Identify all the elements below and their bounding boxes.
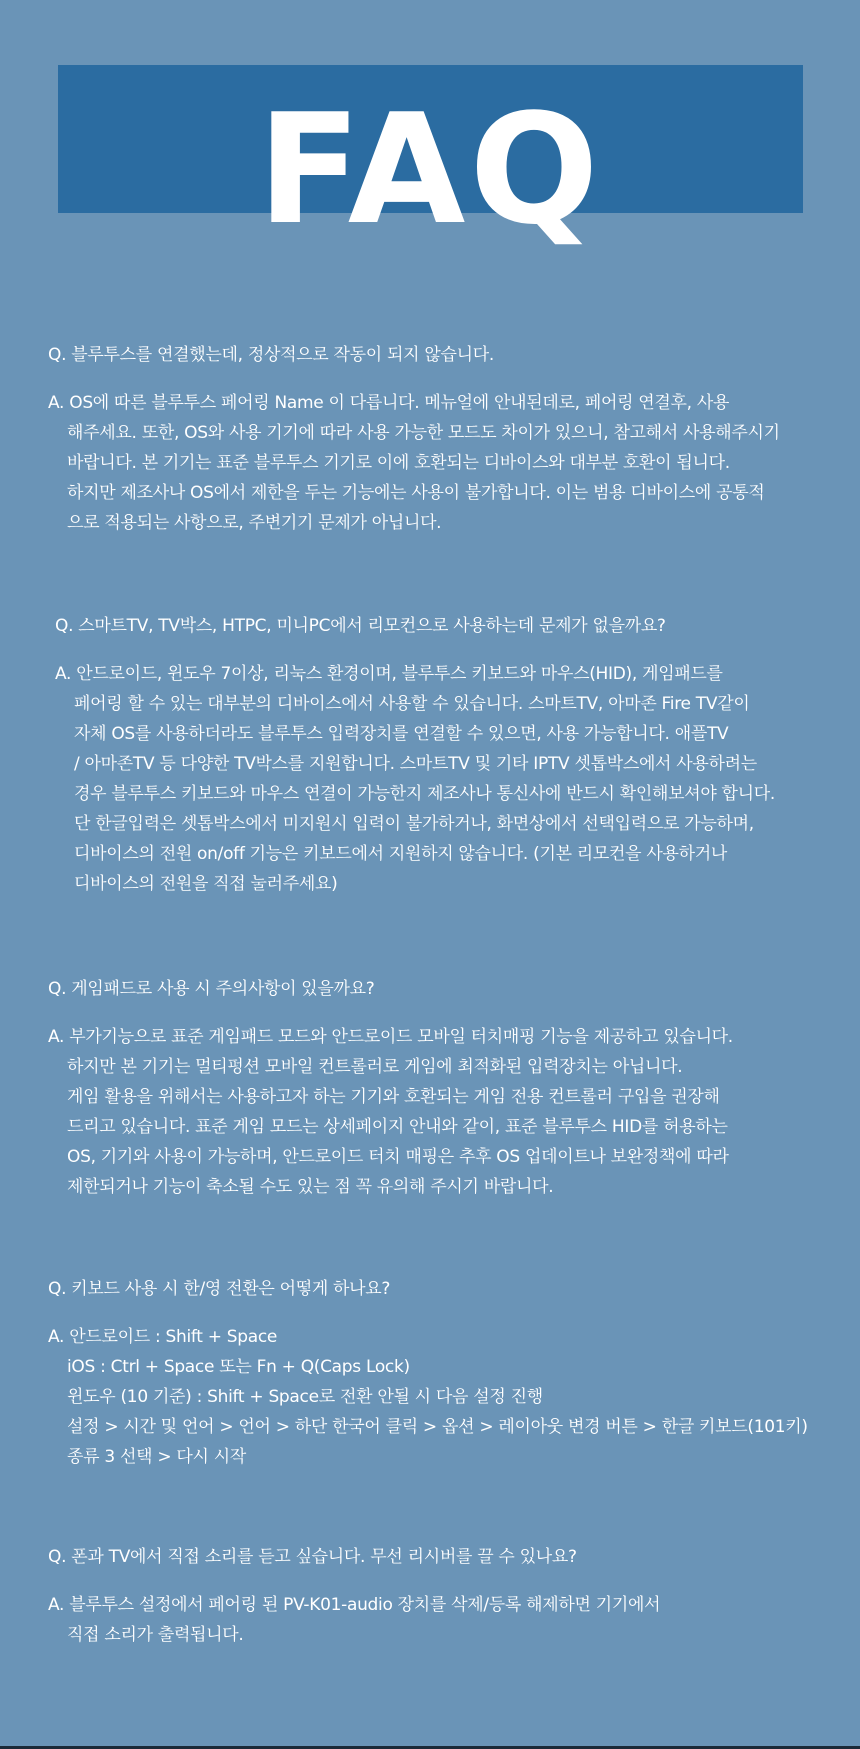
answer-line: 디바이스의 전원 on/off 기능은 키보드에서 지원하지 않습니다. (기본 리모컨을 사용하거나 — [74, 844, 727, 864]
answer-line: 디바이스의 전원을 직접 눌러주세요) — [74, 874, 338, 894]
faq-question: Q. 게임패드로 사용 시 주의사항이 있을까요? — [48, 979, 375, 999]
faq-question: Q. 폰과 TV에서 직접 소리를 듣고 싶습니다. 무선 리시버를 끌 수 있나요? — [48, 1547, 577, 1567]
answer-line: 자체 OS를 사용하더라도 블루투스 입력장치를 연결할 수 있으면, 사용 가능합니다. 애플TV — [74, 724, 729, 744]
answer-line: 해주세요. 또한, OS와 사용 기기에 따라 사용 가능한 모드도 차이가 있으니, 참고해서 사용해주시기 — [67, 423, 780, 443]
answer-line: A. 블루투스 설정에서 페어링 된 PV-K01-audio 장치를 삭제/등록 해제하면 기기에서 — [48, 1595, 661, 1615]
faq-answer — [48, 1022, 733, 1202]
page-title: FAQ — [257, 81, 603, 258]
answer-line: A. 안드로이드, 윈도우 7이상, 리눅스 환경이며, 블루투스 키보드와 마우스(HID), 게임패드를 — [55, 664, 723, 684]
answer-line: 드리고 있습니다. 표준 게임 모드는 상세페이지 안내와 같이, 표준 블루투스 HID를 허용하는 — [67, 1117, 728, 1137]
answer-line: 직접 소리가 출력됩니다. — [67, 1625, 244, 1645]
answer-line: 윈도우 (10 기준) : Shift + Space로 전환 안될 시 다음 설정 진행 — [67, 1387, 543, 1407]
answer-line: 으로 적용되는 사항으로, 주변기기 문제가 아닙니다. — [67, 513, 442, 533]
faq-answer — [55, 659, 775, 899]
answer-line: A. OS에 따른 블루투스 페어링 Name 이 다릅니다. 메뉴얼에 안내된데로, 페어링 연결후, 사용 — [48, 393, 730, 413]
faq-item — [55, 611, 775, 899]
faq-question: Q. 키보드 사용 시 한/영 전환은 어떻게 하나요? — [48, 1279, 391, 1299]
faq-item — [48, 1274, 808, 1472]
answer-line: 제한되거나 기능이 축소될 수도 있는 점 꼭 유의해 주시기 바랍니다. — [67, 1177, 554, 1197]
answer-line: 게임 활용을 위해서는 사용하고자 하는 기기와 호환되는 게임 전용 컨트롤러 구입을 권장해 — [67, 1087, 720, 1107]
answer-line: A. 부가기능으로 표준 게임패드 모드와 안드로이드 모바일 터치매핑 기능을 제공하고 있습니다. — [48, 1027, 733, 1047]
answer-line: A. 안드로이드 : Shift + Space — [48, 1327, 278, 1347]
answer-line: 설정 > 시간 및 언어 > 언어 > 하단 한국어 클릭 > 옵션 > 레이아웃 변경 버튼 > 한글 키보드(101키) — [67, 1417, 808, 1437]
answer-line: 종류 3 선택 > 다시 시작 — [67, 1447, 246, 1467]
answer-line: 하지만 제조사나 OS에서 제한을 두는 기능에는 사용이 불가합니다. 이는 범용 디바이스에 공통적 — [67, 483, 765, 503]
answer-line: 단 한글입력은 셋톱박스에서 미지원시 입력이 불가하거나, 화면상에서 선택입력으로 가능하며, — [74, 814, 754, 834]
faq-question: Q. 블루투스를 연결했는데, 정상적으로 작동이 되지 않습니다. — [48, 345, 494, 365]
faq-answer — [48, 388, 780, 538]
answer-line: 페어링 할 수 있는 대부분의 디바이스에서 사용할 수 있습니다. 스마트TV, 아마존 Fire TV같이 — [74, 694, 750, 714]
answer-line: 경우 블루투스 키보드와 마우스 연결이 가능한지 제조사나 통신사에 반드시 확인해보셔야 합니다. — [74, 784, 776, 804]
answer-line: / 아마존TV 등 다양한 TV박스를 지원합니다. 스마트TV 및 기타 IPTV 셋톱박스에서 사용하려는 — [74, 754, 757, 774]
faq-answer — [48, 1322, 808, 1472]
answer-line: 바랍니다. 본 기기는 표준 블루투스 기기로 이에 호환되는 디바이스와 대부분 호환이 됩니다. — [67, 453, 730, 473]
answer-line: 하지만 본 기기는 멀티펑션 모바일 컨트롤러로 게임에 최적화된 입력장치는 아닙니다. — [67, 1057, 683, 1077]
faq-question: Q. 스마트TV, TV박스, HTPC, 미니PC에서 리모컨으로 사용하는데 문제가 없을까요? — [55, 616, 666, 636]
faq-answer — [48, 1590, 660, 1650]
faq-item — [48, 340, 780, 538]
answer-line: OS, 기기와 사용이 가능하며, 안드로이드 터치 매핑은 추후 OS 업데이트나 보완정책에 따라 — [67, 1147, 729, 1167]
faq-item — [48, 974, 733, 1202]
answer-line: iOS : Ctrl + Space 또는 Fn + Q(Caps Lock) — [67, 1357, 410, 1377]
faq-item — [48, 1542, 660, 1650]
